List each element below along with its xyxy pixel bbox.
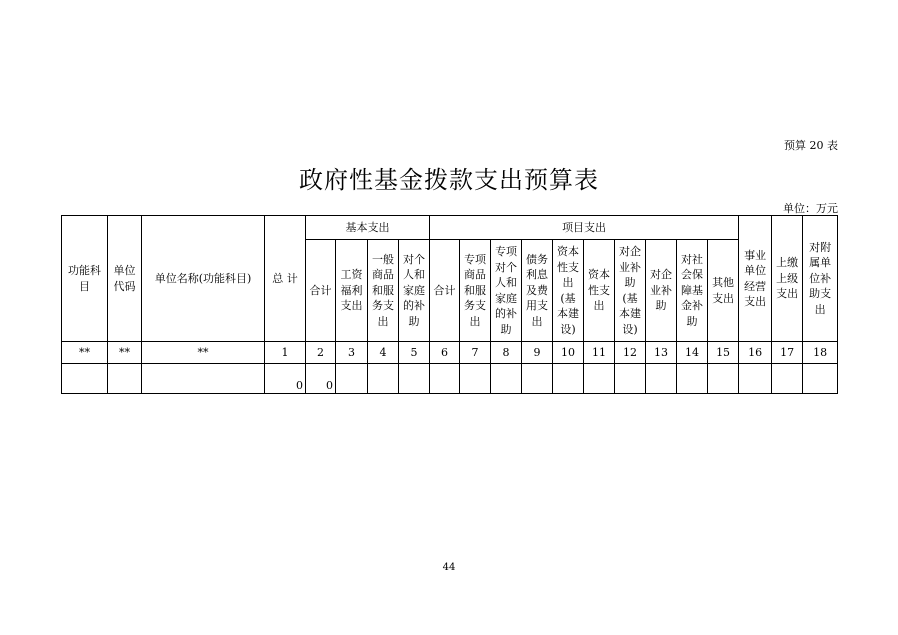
index-cell: 3 bbox=[336, 342, 368, 364]
index-cell: 7 bbox=[460, 342, 491, 364]
header-total: 总 计 bbox=[265, 216, 306, 342]
data-cell bbox=[108, 364, 142, 394]
header-enterprise-operation: 事业单位经营支出 bbox=[739, 216, 772, 342]
header-project-total: 合计 bbox=[430, 240, 460, 342]
header-project-enterprise-construction: 对企业补助(基本建设) bbox=[615, 240, 646, 342]
data-cell bbox=[708, 364, 739, 394]
page-number: 44 bbox=[442, 562, 456, 573]
index-cell: 1 bbox=[265, 342, 306, 364]
index-cell: 13 bbox=[646, 342, 677, 364]
data-cell bbox=[522, 364, 553, 394]
data-cell bbox=[803, 364, 838, 394]
data-cell bbox=[368, 364, 399, 394]
header-unit-code: 单位代码 bbox=[108, 216, 142, 342]
index-cell: 2 bbox=[306, 342, 336, 364]
unit-label: 单位：万元 bbox=[783, 202, 838, 215]
index-cell: ** bbox=[142, 342, 265, 364]
data-cell bbox=[584, 364, 615, 394]
data-cell bbox=[615, 364, 646, 394]
index-cell: 17 bbox=[772, 342, 803, 364]
form-number: 预算 20 表 bbox=[784, 139, 838, 152]
data-cell bbox=[460, 364, 491, 394]
header-project-goods: 专项商品和服务支出 bbox=[460, 240, 491, 342]
budget-table bbox=[61, 215, 838, 394]
index-cell: 12 bbox=[615, 342, 646, 364]
header-basic-goods: 一般商品和服务支出 bbox=[368, 240, 399, 342]
data-cell bbox=[553, 364, 584, 394]
header-project-personal: 专项对个人和家庭的补助 bbox=[491, 240, 522, 342]
index-cell: 14 bbox=[677, 342, 708, 364]
index-cell: 18 bbox=[803, 342, 838, 364]
header-basic-total: 合计 bbox=[306, 240, 336, 342]
header-project-debt: 债务利息及费用支出 bbox=[522, 240, 553, 342]
header-project-enterprise: 对企业补助 bbox=[646, 240, 677, 342]
data-cell bbox=[336, 364, 368, 394]
header-project-capital: 资本性支出 bbox=[584, 240, 615, 342]
index-cell: 16 bbox=[739, 342, 772, 364]
header-project-social-security: 对社会保障基金补助 bbox=[677, 240, 708, 342]
index-cell: 10 bbox=[553, 342, 584, 364]
data-cell bbox=[491, 364, 522, 394]
data-cell bbox=[62, 364, 108, 394]
index-cell: 4 bbox=[368, 342, 399, 364]
data-basic-total: 0 bbox=[306, 364, 336, 394]
index-cell: 5 bbox=[399, 342, 430, 364]
index-cell: ** bbox=[108, 342, 142, 364]
header-func-code: 功能科目 bbox=[62, 216, 108, 342]
header-basic-personal: 对个人和家庭的补助 bbox=[399, 240, 430, 342]
index-cell: ** bbox=[62, 342, 108, 364]
data-cell bbox=[646, 364, 677, 394]
header-unit-name: 单位名称(功能科目) bbox=[142, 216, 265, 342]
index-cell: 6 bbox=[430, 342, 460, 364]
index-cell: 8 bbox=[491, 342, 522, 364]
data-cell bbox=[677, 364, 708, 394]
header-project-group: 项目支出 bbox=[430, 216, 739, 240]
index-cell: 9 bbox=[522, 342, 553, 364]
header-remit-upper: 上缴上级支出 bbox=[772, 216, 803, 342]
data-cell bbox=[399, 364, 430, 394]
data-cell bbox=[142, 364, 265, 394]
header-project-other: 其他支出 bbox=[708, 240, 739, 342]
data-cell bbox=[430, 364, 460, 394]
header-affiliate-subsidy: 对附属单位补助支出 bbox=[803, 216, 838, 342]
header-project-capital-construction: 资本性支出(基本建设) bbox=[553, 240, 584, 342]
page-title: 政府性基金拨款支出预算表 bbox=[299, 166, 599, 194]
header-basic-group: 基本支出 bbox=[306, 216, 430, 240]
index-cell: 15 bbox=[708, 342, 739, 364]
index-cell: 11 bbox=[584, 342, 615, 364]
data-cell bbox=[739, 364, 772, 394]
data-cell bbox=[772, 364, 803, 394]
data-total: 0 bbox=[265, 364, 306, 394]
header-basic-wages: 工资福利支出 bbox=[336, 240, 368, 342]
